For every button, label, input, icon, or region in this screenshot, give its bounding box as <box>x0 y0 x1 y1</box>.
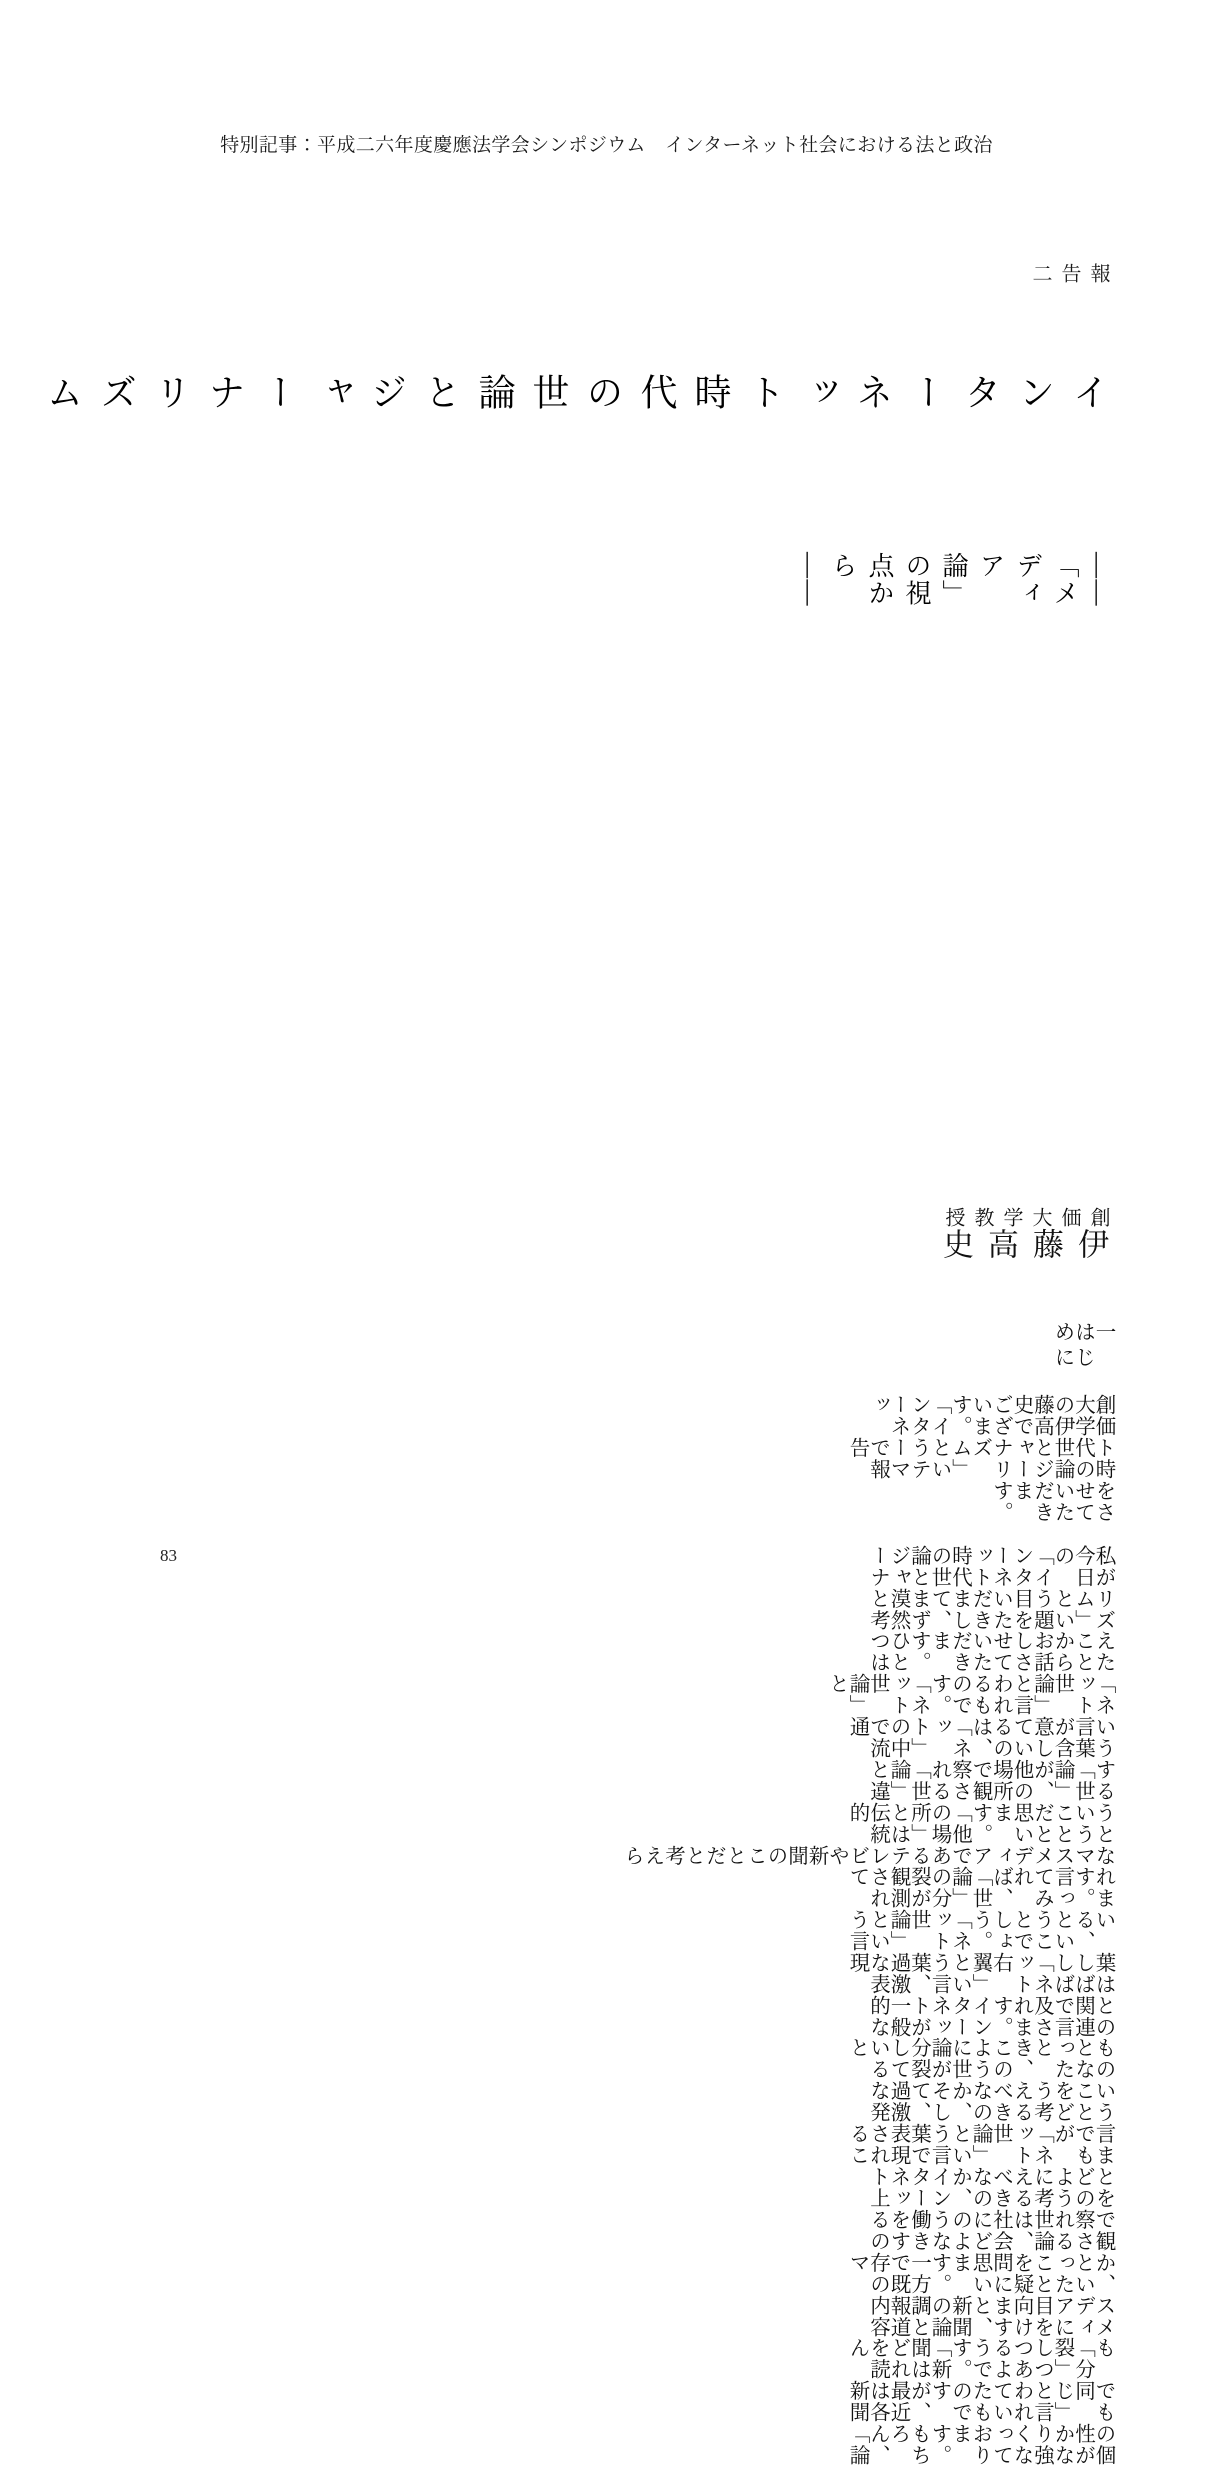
body-line: か、といったことを疑問に思います。一方で既存のマ <box>846 2251 1114 2295</box>
body-line: 言までもが「ネット世論」という言葉で表現されるこ <box>846 2123 1114 2167</box>
page-subtitle: ――「メディア論」の視点から―― <box>795 551 1113 607</box>
byline <box>927 1207 1113 1321</box>
author-affiliation: 創価大学教授 <box>942 1206 1109 1228</box>
body-line: とをどのように考えるべきなのか、インターネット上 <box>866 2166 1114 2209</box>
body-line: 「ネット世論」と言われるものです。「ネット世論」と <box>825 1673 1114 1717</box>
body-line: なマスメディアであるテレビや新聞のことだと考えら <box>620 1844 1114 1867</box>
body-line: も「分裂」しつつあるようです。「新聞はどれを読ん <box>846 2337 1114 2381</box>
body-line: との関連で言及されます。インターネットが一般的な <box>866 1994 1114 2038</box>
body-block-upper <box>614 1321 1113 1909</box>
body-line: でも同じ」と言われていたものですが、最近は各新聞 <box>846 2380 1114 2424</box>
body-line: で観察される世論は、社会にどのような働きをするの <box>866 2208 1114 2252</box>
title-block <box>29 175 1113 1321</box>
body-line: 創価大学の伊藤高史でございます。「インターネッ <box>866 1394 1114 1438</box>
page-number: 83 <box>160 1546 177 1565</box>
section-heading: 一 はじめに <box>1051 1320 1114 1373</box>
body-line: うということだと思います。「他の場所」とは伝統的 <box>846 1801 1114 1845</box>
running-head: 特別記事：平成二六年度慶應法学会シンポジウム インターネット社会における法と政治 <box>220 135 993 156</box>
author-name: 伊 藤 高 史 <box>938 1227 1108 1321</box>
body-line: スメディアに目を向けますと、新聞の論調と報道内容 <box>866 2294 1114 2338</box>
body-line: ト時代の世論とジャーナリズム」というテーマで報告 <box>846 1437 1114 1480</box>
body-line: をさせていただきます。 <box>989 1479 1114 1523</box>
body-line: いうことをどう考えるべきなのか、そして、過激な発 <box>866 2080 1114 2124</box>
report-label: 報告二 <box>1029 263 1109 285</box>
body-line: リズム」という題目をいただきまして、まず漠然と考 <box>866 1587 1114 1631</box>
body-line: 葉はしばしば「ネット右翼」という言葉、過激な表現 <box>846 1951 1114 1995</box>
body-block-lower <box>840 1909 1114 2466</box>
page-title: インターネット時代の世論とジャーナリズム <box>40 372 1107 412</box>
body-line: れます。言ってみれば、「世論」の分裂が観測されて <box>846 1866 1114 1909</box>
body-line: えたことからお話しさせていただきます。ひとつは <box>866 1630 1114 1674</box>
body-line: ものとなったとき、このように世論が分裂していると <box>846 2037 1114 2081</box>
body-line: の個性がかなり強くなっております。もちろん、「論 <box>846 2423 1114 2466</box>
body-line: いる、ということでしょう。「ネット世論」という言 <box>846 1908 1114 1952</box>
body-line: 私が今日の「インターネット時代の世論とジャーナ <box>866 1544 1114 1588</box>
body-line: いう言葉が含意しているのは、「ネット」の中で流通 <box>846 1716 1114 1759</box>
body-line: する「世論」が、他の場所で観察される「世論」と違 <box>866 1758 1114 1802</box>
body-text <box>614 1321 1113 2466</box>
